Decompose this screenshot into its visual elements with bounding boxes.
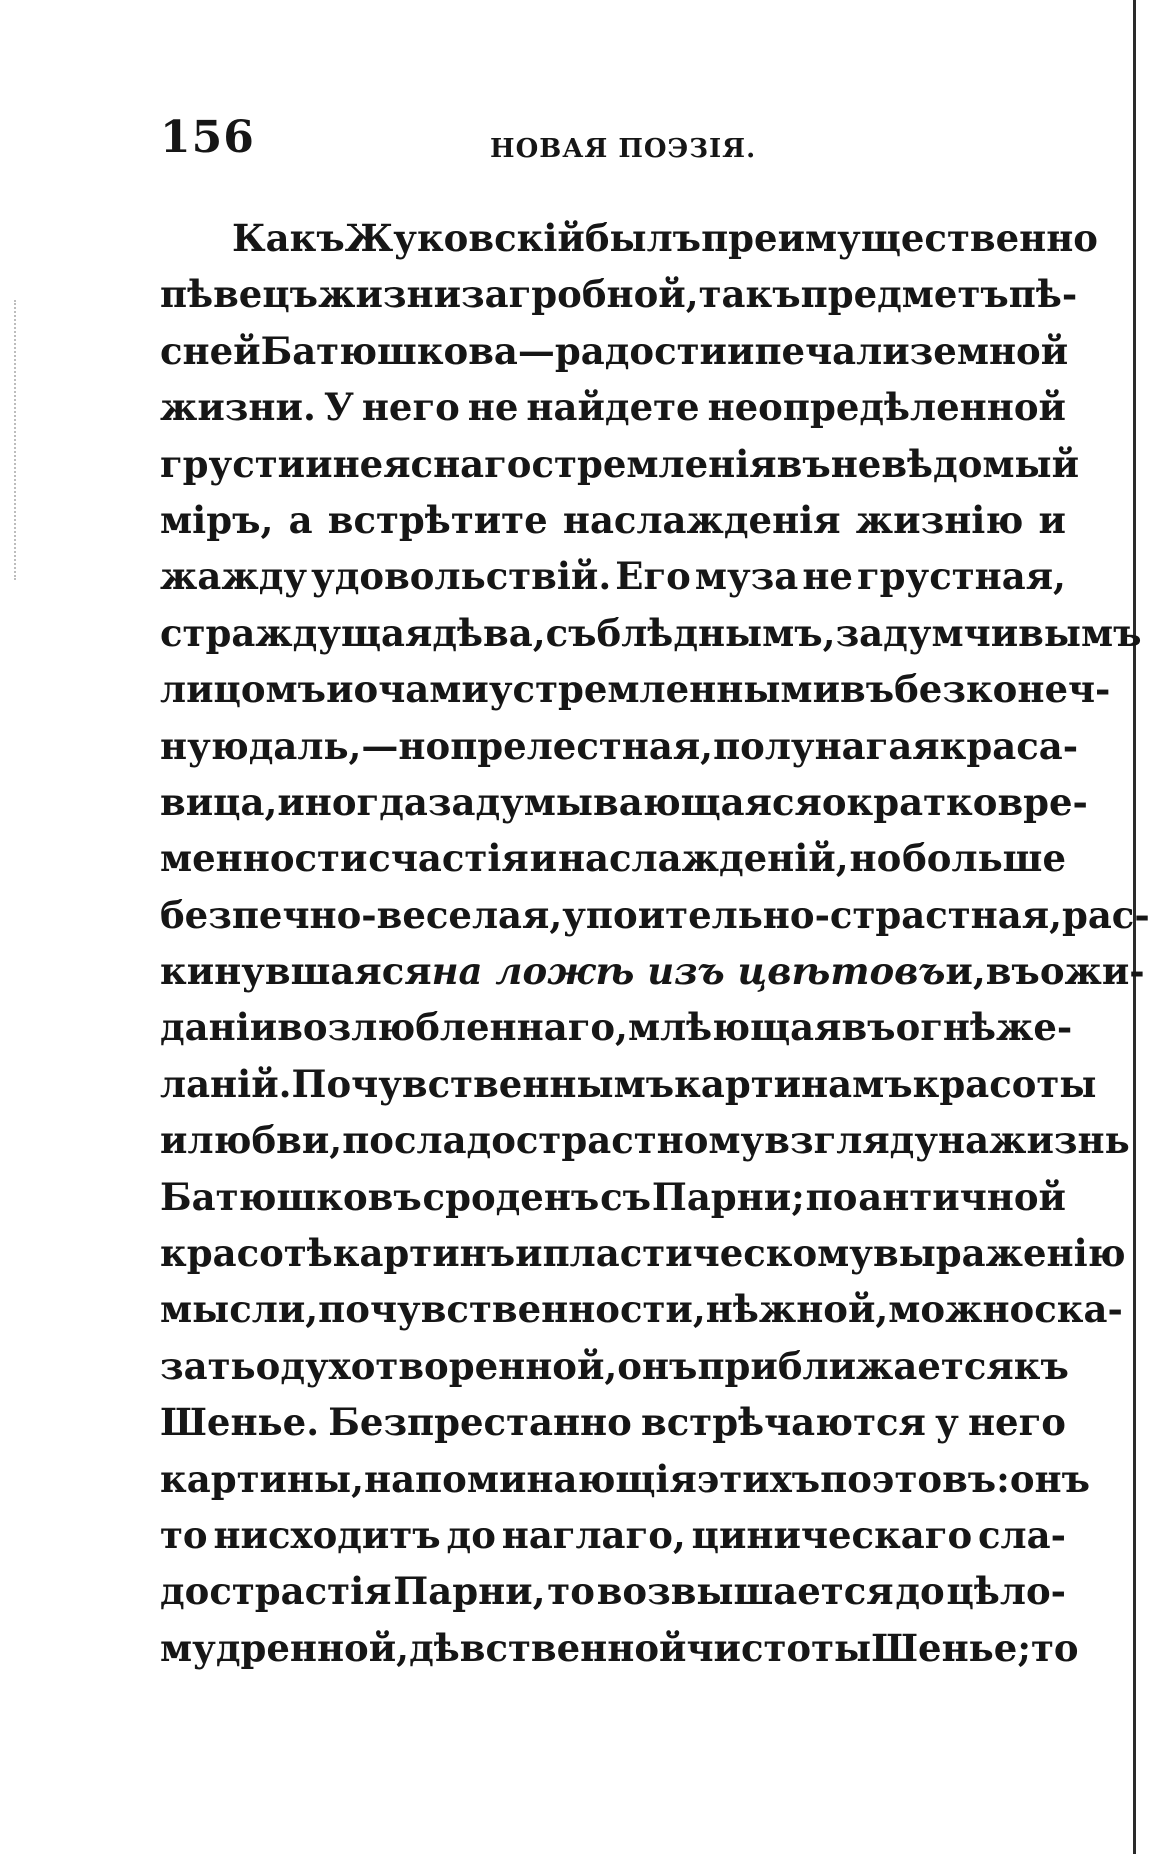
- word: грустная,: [856, 554, 1066, 599]
- word: устремленными: [488, 667, 841, 712]
- word: лицомъ: [160, 667, 327, 712]
- word: вица,: [160, 779, 278, 824]
- word: пѣ-: [1008, 272, 1078, 317]
- word: ожи-: [1039, 949, 1145, 994]
- text-line: [160, 1169, 1066, 1225]
- word: него: [361, 385, 460, 430]
- word: цѣло-: [946, 1569, 1066, 1614]
- word: упоительно-страстная,: [562, 892, 1062, 937]
- word: кратковре-: [846, 779, 1088, 824]
- text-line: [160, 1394, 1066, 1450]
- word: ную: [160, 723, 249, 768]
- word: любви,: [187, 1118, 343, 1163]
- word: поэтовъ:: [820, 1456, 1010, 1501]
- word: и: [529, 836, 558, 881]
- text-line: [160, 1563, 1066, 1619]
- word: то: [160, 1512, 208, 1557]
- word: печали: [754, 328, 910, 373]
- word: у: [935, 1400, 959, 1445]
- word: возлюбленнаго,: [277, 1005, 628, 1050]
- word: въ: [841, 1005, 896, 1050]
- text-line: [160, 1056, 1097, 1112]
- word: Парни,: [393, 1569, 546, 1614]
- word: красоты: [912, 1061, 1097, 1106]
- word: даль,—но: [248, 723, 451, 768]
- word: картинъ: [332, 1231, 516, 1276]
- text-line: [160, 1451, 1090, 1507]
- word: стремленія: [531, 441, 777, 486]
- word: жажду: [160, 554, 308, 599]
- word: неопредѣленной: [707, 385, 1066, 430]
- word: ланій.: [160, 1061, 292, 1106]
- text-line: [160, 323, 1069, 379]
- word: былъ: [584, 216, 702, 260]
- word: блѣднымъ,: [596, 610, 836, 655]
- word: этихъ: [696, 1456, 821, 1501]
- word: до: [446, 1512, 496, 1557]
- word: страждущая: [160, 610, 433, 655]
- word: сладострастному: [393, 1118, 765, 1163]
- word: земной: [909, 328, 1069, 373]
- word: античной: [858, 1174, 1066, 1219]
- word: а: [288, 497, 313, 542]
- word: млѣющая: [627, 1005, 842, 1050]
- word: задумывающаяся: [427, 779, 822, 824]
- word: преимущественно: [701, 216, 1098, 260]
- word: сней: [160, 328, 261, 373]
- word: неяснаго: [332, 441, 532, 486]
- word: картинамъ: [674, 1061, 913, 1106]
- text-line: [160, 774, 1088, 830]
- word: же-: [996, 1005, 1073, 1050]
- text-line: [160, 605, 1142, 661]
- word: взгляду: [764, 1118, 939, 1163]
- word: Его: [615, 554, 691, 599]
- word: кинувшаяся: [160, 949, 432, 994]
- text-line: [160, 718, 1079, 774]
- word: циническаго: [691, 1512, 973, 1557]
- word: муза: [694, 554, 799, 599]
- word: Шенье.: [160, 1400, 320, 1445]
- word: но: [849, 836, 902, 881]
- word: такъ: [698, 272, 801, 317]
- word: по: [342, 1118, 394, 1163]
- word: красотѣ: [160, 1231, 333, 1276]
- word: въ: [985, 949, 1040, 994]
- word: по: [318, 1287, 370, 1332]
- word: счастія: [368, 836, 529, 881]
- word: удовольствій.: [311, 554, 612, 599]
- word: встрѣчаются: [641, 1400, 926, 1445]
- word: жизнію: [855, 497, 1024, 542]
- word: одухотворенной,: [255, 1343, 618, 1388]
- word: жизнь: [989, 1118, 1130, 1163]
- word: безпечно-веселая,: [160, 892, 563, 937]
- word: Шенье;: [871, 1625, 1031, 1670]
- word: не: [802, 554, 853, 599]
- word: чувственнымъ: [351, 1061, 675, 1106]
- word: задумчивымъ: [835, 610, 1142, 655]
- word: рас-: [1061, 892, 1150, 937]
- text-line: [160, 887, 1150, 943]
- word: и: [326, 667, 354, 712]
- word: зать: [160, 1343, 256, 1388]
- word: мудренной,: [160, 1625, 410, 1670]
- word: грусти: [160, 441, 306, 486]
- word: чувственности,: [369, 1287, 706, 1332]
- text-line: [160, 548, 1066, 604]
- word: безконеч-: [894, 667, 1111, 712]
- word: дѣва,: [432, 610, 546, 655]
- text-line: [160, 1281, 1123, 1337]
- word: сла-: [977, 1512, 1066, 1557]
- word: до: [895, 1569, 945, 1614]
- word: не: [467, 385, 519, 430]
- word: жизни: [318, 272, 462, 317]
- word: и: [727, 328, 755, 373]
- word: въ: [840, 667, 895, 712]
- running-title: НОВАЯ ПОЭЗІЯ.: [490, 134, 757, 164]
- text-line: [160, 661, 1111, 717]
- word: нѣжной,: [705, 1287, 889, 1332]
- word: и: [1038, 497, 1066, 542]
- word: мысли,: [160, 1287, 319, 1332]
- word: наслажденій,: [557, 836, 849, 881]
- word: ска-: [1034, 1287, 1123, 1332]
- word: онъ: [617, 1343, 698, 1388]
- word: наглаго,: [501, 1512, 686, 1557]
- word: встрѣтите: [327, 497, 548, 542]
- word: выраженію: [873, 1231, 1126, 1276]
- word: У: [323, 385, 354, 430]
- word: и: [305, 441, 333, 486]
- word: наслажденія: [562, 497, 841, 542]
- word: больше: [902, 836, 1066, 881]
- body-text: [160, 210, 1150, 1676]
- word: съ: [545, 610, 597, 655]
- text-line: [160, 1112, 1130, 1168]
- word: Батюшковъ: [160, 1174, 422, 1219]
- word: и: [515, 1231, 543, 1276]
- word: напоминающія: [364, 1456, 697, 1501]
- text-line: [160, 210, 1098, 266]
- word: къ: [1013, 1343, 1069, 1388]
- word: прелестная,: [450, 723, 714, 768]
- word: можно: [888, 1287, 1035, 1332]
- word: иногда: [277, 779, 428, 824]
- word: дѣвственной: [409, 1625, 687, 1670]
- word: огнѣ: [895, 1005, 997, 1050]
- text-line: [160, 999, 1073, 1055]
- word: Батюшкова: [260, 328, 518, 373]
- word: радости: [554, 328, 727, 373]
- text-line: [160, 1225, 1126, 1281]
- text-line: [160, 436, 1080, 492]
- word: на ложѣ изъ цвѣтовъ: [431, 949, 946, 994]
- word: —: [517, 328, 555, 373]
- word: жизни.: [160, 385, 316, 430]
- text-line: [160, 1620, 1079, 1676]
- text-line: [160, 943, 1145, 999]
- word: сроденъ: [422, 1174, 600, 1219]
- word: невѣдомый: [830, 441, 1080, 486]
- word: менности: [160, 836, 368, 881]
- word: о: [821, 779, 847, 824]
- word: полунагая: [713, 723, 940, 768]
- word: Жуковскій: [344, 216, 585, 260]
- word: нисходитъ: [213, 1512, 441, 1557]
- page-header: [160, 112, 1060, 172]
- word: по: [805, 1174, 858, 1219]
- word: дострастія: [160, 1569, 392, 1614]
- word: и: [160, 1118, 188, 1163]
- word: то: [547, 1569, 595, 1614]
- word: онъ: [1009, 1456, 1090, 1501]
- text-line: [160, 830, 1066, 886]
- text-line: [160, 1338, 1069, 1394]
- word: приближается: [697, 1343, 1014, 1388]
- word: то: [1031, 1625, 1079, 1670]
- word: По: [291, 1061, 352, 1106]
- word: даніи: [160, 1005, 278, 1050]
- word: очами: [353, 667, 489, 712]
- text-line: [160, 492, 1066, 548]
- word: пѣвецъ: [160, 272, 319, 317]
- word: въ: [776, 441, 831, 486]
- word: пластическому: [542, 1231, 873, 1276]
- word: краса-: [939, 723, 1079, 768]
- text-line: [160, 1507, 1066, 1563]
- word: него: [967, 1400, 1066, 1445]
- word: предметъ: [800, 272, 1009, 317]
- word: міръ,: [160, 497, 274, 542]
- word: съ: [600, 1174, 652, 1219]
- word: на: [938, 1118, 990, 1163]
- word: найдете: [526, 385, 700, 430]
- word: возвышается: [596, 1569, 894, 1614]
- word: чистоты: [686, 1625, 872, 1670]
- word: и,: [945, 949, 986, 994]
- text-line: [160, 379, 1066, 435]
- word: Какъ: [232, 216, 345, 260]
- word: загробной,: [461, 272, 699, 317]
- word: Парни;: [651, 1174, 805, 1219]
- page-number: 156: [160, 112, 255, 163]
- word: картины,: [160, 1456, 364, 1501]
- word: Безпрестанно: [328, 1400, 632, 1445]
- text-line: [160, 266, 1078, 322]
- margin-specks: [14, 300, 19, 580]
